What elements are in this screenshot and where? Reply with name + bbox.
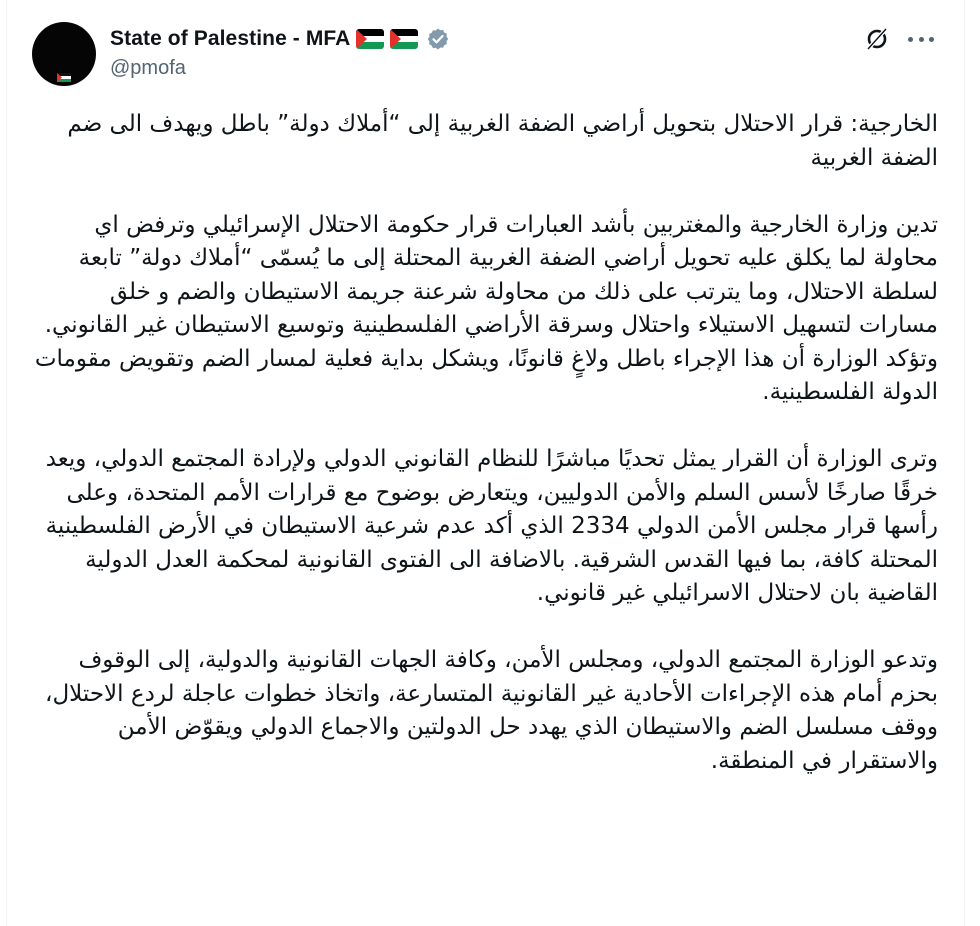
- palestine-flag-icon: [57, 73, 71, 82]
- dot: [919, 37, 924, 42]
- timeline-right-border: [964, 0, 965, 926]
- avatar[interactable]: [32, 22, 96, 86]
- tweet-header: [32, 22, 952, 88]
- more-options-icon[interactable]: [908, 26, 934, 52]
- tweet-paragraph: وترى الوزارة أن القرار يمثل تحديًا مباشرًا للنظام القانوني الدولي ولإرادة المجتمع الدولي، ويعد خرقًا صارخًا لأسس السلم والأمن الدوليين، ويتعارض بوضوح مع قرارات الأمم المتحدة، وعلى رأسها قرار مجلس الأمن الدولي 2334 الذي أكد عدم شرعية الاستيطان في الأرض الفلسطينية المحتلة كافة، بما فيها القدس الشرقية. بالاضافة الى الفتوى القانونية لمحكمة العدل الدولية القاضية بان لاحتلال الاسرائيلي غير قانوني.: [38, 446, 938, 606]
- palestine-flag-icon: [356, 29, 384, 49]
- dot: [908, 37, 913, 42]
- author-name-row: [110, 24, 450, 54]
- author-display-name[interactable]: State of Palestine - MFA: [110, 27, 351, 50]
- tweet-headline-paragraph: الخارجية: قرار الاحتلال بتحويل أراضي الضفة الغربية إلى “أملاك دولة” باطل ويهدف الى ضم الضفة الغربية: [60, 111, 938, 171]
- verified-badge-icon[interactable]: [426, 27, 450, 51]
- tweet-actions: [864, 26, 934, 52]
- palestine-flag-icon: [390, 29, 418, 49]
- tweet-paragraph: تدين وزارة الخارجية والمغتربين بأشد العبارات قرار حكومة الاحتلال الإسرائيلي وترفض اي محاولة لما يكلق عليه تحويل أراضي الضفة الغربية المحتلة إلى ما يُسمّى “أملاك دولة” تابعة لسلطة الاحتلال، وما يترتب على ذلك من محاولة شرعنة جريمة الاستيطان والضم و خلق مسارات لتسهيل الاستيلاء واحتلال وسرقة الأراضي الفلسطينية وتوسيع الاستيطان غير القانوني. وتؤكد الوزارة أن هذا الإجراء باطل ولاغٍ قانونًا، ويشكل بداية فعلية لمسار الضم وتقويض مقومات الدولة الفلسطينية.: [27, 211, 938, 405]
- grok-icon[interactable]: [864, 26, 890, 52]
- tweet-paragraph: وتدعو الوزارة المجتمع الدولي، ومجلس الأمن، وكافة الجهات القانونية والدولية، إلى الوقوف بحزم أمام هذه الإجراءات الأحادية غير القانونية المتسارعة، واتخاذ خطوات عاجلة لردع الاحتلال، ووقف مسلسل الضم والاستيطان الذي يهدد حل الدولتين والاجماع الدولي ويقوّض الأمن والاستقرار في المنطقة.: [37, 647, 938, 774]
- dot: [929, 37, 934, 42]
- author-handle[interactable]: @pmofa: [110, 57, 186, 79]
- tweet-text: [27, 108, 938, 812]
- timeline-left-border: [6, 0, 7, 926]
